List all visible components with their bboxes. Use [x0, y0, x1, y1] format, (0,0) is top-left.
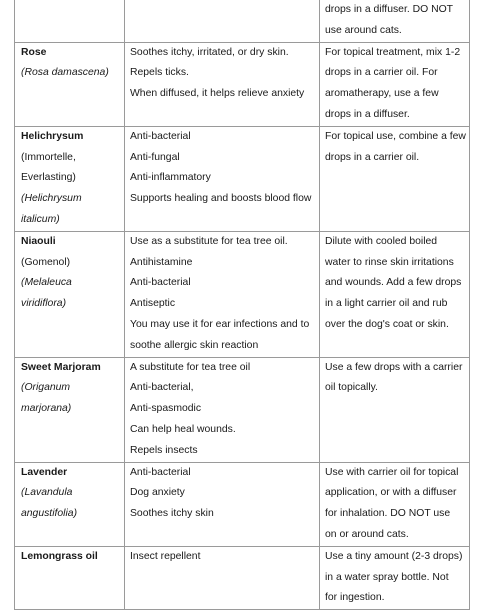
table-row	[15, 462, 470, 546]
application-cell	[320, 42, 470, 126]
oil-name-cell	[15, 42, 125, 126]
application-line: Use a few drops with a carrier	[325, 361, 463, 373]
oil-name-cell	[15, 357, 125, 462]
use-line: Dog anxiety	[130, 487, 185, 499]
oil-name: Niaouli	[21, 235, 56, 247]
use-line: Antihistamine	[130, 256, 193, 268]
application-line: use around cats.	[325, 24, 402, 36]
oil-name-detail: (Gomenol)	[21, 256, 71, 268]
oil-name-detail: (Origanum	[21, 382, 71, 394]
application-line: on or around cats.	[325, 528, 409, 540]
table-body	[15, 0, 470, 610]
oil-name-cell	[15, 546, 125, 609]
oil-name-cell	[15, 462, 125, 546]
oil-name: Rose	[21, 46, 47, 58]
uses-cell	[125, 546, 320, 609]
oil-name-cell	[15, 0, 125, 42]
oil-name-detail: (Lavandula	[21, 487, 73, 499]
application-line: drops in a carrier oil.	[325, 151, 420, 163]
table-row	[15, 231, 470, 357]
use-line: Use as a substitute for tea tree oil.	[130, 235, 288, 247]
table-row	[15, 126, 470, 231]
oil-name-detail: (Melaleuca	[21, 277, 72, 289]
application-line: Dilute with cooled boiled	[325, 235, 438, 247]
use-line: Soothes itchy skin	[130, 508, 214, 520]
application-cell	[320, 126, 470, 231]
use-line: Anti-bacterial,	[130, 382, 194, 394]
oil-name: Lavender	[21, 466, 68, 478]
use-line: Anti-bacterial	[130, 130, 191, 142]
application-line: application, or with a diffuser	[325, 487, 457, 499]
table-row	[15, 42, 470, 126]
use-line: Repels ticks.	[130, 67, 189, 79]
uses-cell	[125, 462, 320, 546]
application-line: over the dog's coat or skin.	[325, 318, 449, 330]
application-line: drops in a diffuser.	[325, 108, 410, 120]
use-line: Anti-fungal	[130, 151, 180, 163]
uses-cell	[125, 126, 320, 231]
application-cell	[320, 231, 470, 357]
application-line: for ingestion.	[325, 592, 385, 604]
use-line: Repels insects	[130, 444, 198, 456]
table-row	[15, 0, 470, 42]
application-cell	[320, 357, 470, 462]
use-line: A substitute for tea tree oil	[130, 361, 251, 373]
use-line: Anti-bacterial	[130, 277, 191, 289]
oil-name-detail: angustifolia)	[21, 508, 78, 520]
oil-name: Lemongrass oil	[21, 550, 98, 562]
application-line: in a light carrier oil and rub	[325, 298, 448, 310]
uses-cell	[125, 0, 320, 42]
uses-cell	[125, 357, 320, 462]
use-line: Insect repellent	[130, 550, 201, 562]
oil-name-detail: (Helichrysum	[21, 193, 82, 205]
application-line: oil topically.	[325, 382, 378, 394]
application-line: Use with carrier oil for topical	[325, 466, 459, 478]
use-line: Soothes itchy, irritated, or dry skin.	[130, 46, 289, 58]
application-cell	[320, 462, 470, 546]
application-line: water to rinse skin irritations	[325, 256, 454, 268]
application-line: drops in a diffuser. DO NOT	[325, 4, 454, 15]
oil-name-cell	[15, 231, 125, 357]
use-line: You may use it for ear infections and to	[130, 318, 310, 330]
oil-name-cell	[15, 126, 125, 231]
use-line: Anti-spasmodic	[130, 403, 202, 415]
use-line: Anti-bacterial	[130, 466, 191, 478]
application-line: and wounds. Add a few drops	[325, 277, 462, 289]
application-line: drops in a carrier oil. For	[325, 67, 438, 79]
oil-name: Sweet Marjoram	[21, 361, 101, 373]
application-line: Use a tiny amount (2-3 drops)	[325, 550, 463, 562]
application-cell	[320, 546, 470, 609]
oil-name-detail: marjorana)	[21, 403, 72, 415]
use-line: Antiseptic	[130, 298, 176, 310]
uses-cell	[125, 231, 320, 357]
oil-name-detail: Everlasting)	[21, 172, 76, 184]
oil-name: Helichrysum	[21, 130, 84, 142]
oil-name-detail: viridiflora)	[21, 298, 67, 310]
use-line: Supports healing and boosts blood flow	[130, 193, 312, 205]
application-line: aromatherapy, use a few	[325, 88, 439, 100]
application-cell	[320, 0, 470, 42]
use-line: When diffused, it helps relieve anxiety	[130, 88, 305, 100]
use-line: Can help heal wounds.	[130, 423, 236, 435]
table-row	[15, 357, 470, 462]
application-line: in a water spray bottle. Not	[325, 571, 449, 583]
application-line: For topical treatment, mix 1-2	[325, 46, 461, 58]
oil-name-detail: italicum)	[21, 213, 60, 225]
use-line: Anti-inflammatory	[130, 172, 211, 184]
uses-cell	[125, 42, 320, 126]
table-row	[15, 546, 470, 609]
use-line: soothe allergic skin reaction	[130, 339, 259, 351]
application-line: For topical use, combine a few	[325, 130, 466, 142]
oil-name-detail: (Immortelle,	[21, 151, 76, 163]
application-line: for inhalation. DO NOT use	[325, 508, 451, 520]
oil-name-detail: (Rosa damascena)	[21, 67, 109, 79]
essential-oils-table	[14, 0, 470, 610]
